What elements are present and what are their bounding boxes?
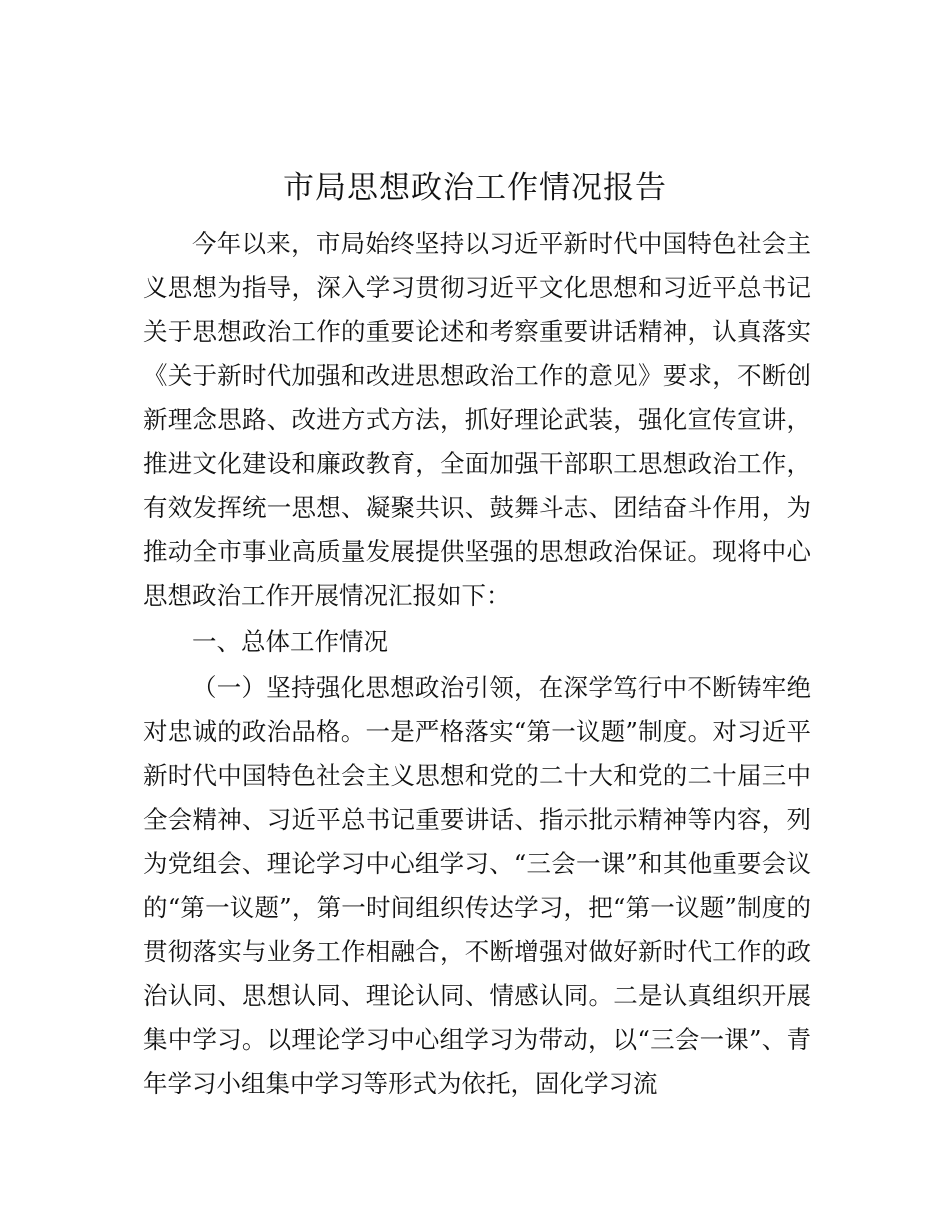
- document-title: 市局思想政治工作情况报告: [283, 170, 667, 206]
- section-heading: 一、总体工作情况: [192, 627, 388, 656]
- intro-paragraph: 今年以来，市局始终坚持以习近平新时代中国特色社会主义思想为指导，深入学习贯彻习近平文化思想和习近平总书记关于思想政治工作的重要论述和考察重要讲话精神，认真落实《关于新时代加强和改进思想政治工作的意见》要求，不断创新理念思路、改进方式方法，抓好理论武装，强化宣传宣讲，推进文化建设和廉政教育，全面加强干部职工思想政治工作，有效发挥统一思想、凝聚共识、鼓舞斗志、团结奋斗作用，为推动全市事业高质量发展提供坚强的思想政治保证。现将中心思想政治工作开展情况汇报如下：: [143, 229, 811, 610]
- document-body: [143, 222, 811, 1106]
- section-paragraph: （一）坚持强化思想政治引领，在深学笃行中不断铸牢绝对忠诚的政治品格。一是严格落实“第一议题”制度。对习近平新时代中国特色社会主义思想和党的二十大和党的二十届三中全会精神、习近平总书记重要讲话、指示批示精神等内容，列为党组会、理论学习中心组学习、“三会一课”和其他重要会议的“第一议题”，第一时间组织传达学习，把“第一议题”制度的贯彻落实与业务工作相融合，不断增强对做好新时代工作的政治认同、思想认同、理论认同、情感认同。二是认真组织开展集中学习。以理论学习中心组学习为带动，以“三会一课”、青年学习小组集中学习等形式为依托，固化学习流: [143, 673, 811, 1098]
